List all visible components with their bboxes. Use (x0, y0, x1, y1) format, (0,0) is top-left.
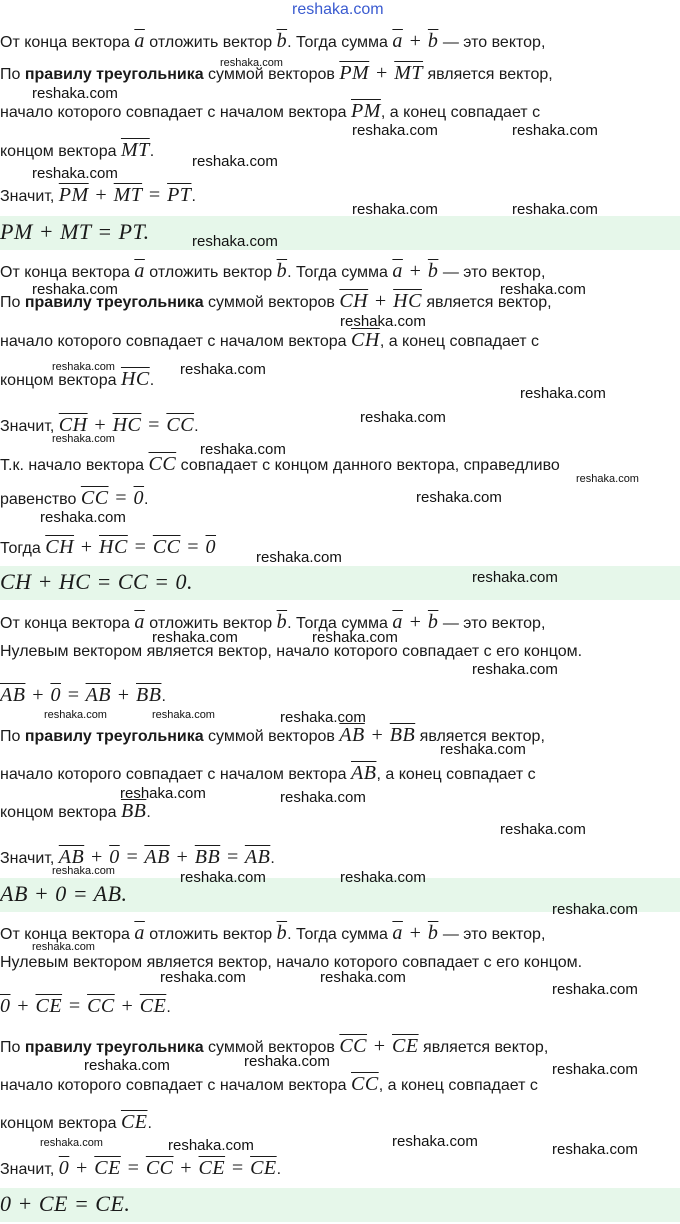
watermark: reshaka.com (168, 1137, 254, 1154)
watermark: reshaka.com (340, 313, 426, 330)
answer-formula: AB + 0 = AB. (0, 881, 128, 906)
text-line: Значит, $0 + \overline{CE} = \overline{CC} + \overline{CE} = \overline{CE}$. (0, 1157, 282, 1179)
watermark: reshaka.com (152, 709, 215, 721)
watermark: reshaka.com (440, 741, 526, 758)
watermark: reshaka.com (180, 869, 266, 886)
text-line: От конца вектора $\overline{a}$ отложить вектор $\overline{b}$. Тогда сумма $\overline{a} + \overline{b}$ — это вектор, (0, 922, 546, 944)
watermark: reshaka.com (52, 433, 115, 445)
watermark: reshaka.com (416, 489, 502, 506)
text-line: концом вектора $\overline{CE}$. (0, 1111, 152, 1133)
text-line: От конца вектора $\overline{a}$ отложить вектор $\overline{b}$. Тогда сумма $\overline{a} + \overline{b}$ — это вектор, (0, 611, 546, 633)
watermark: reshaka.com (160, 969, 246, 986)
watermark: reshaka.com (32, 165, 118, 182)
watermark: reshaka.com (500, 821, 586, 838)
text-line: Нулевым вектором является вектор, начало которого совпадает с его концом. (0, 643, 583, 660)
text-line: Тогда $\overline{CH} + \overline{HC} = \overline{CC} = 0$ (0, 536, 217, 558)
text-line: По правилу треугольника суммой векторов $\overline{CC} + \overline{CE}$ является вектор, (0, 1035, 549, 1057)
watermark: reshaka.com (352, 122, 438, 139)
text-line: концом вектора $\overline{BB}$. (0, 800, 151, 822)
watermark: reshaka.com (180, 361, 266, 378)
watermark: reshaka.com (392, 1133, 478, 1150)
text-line: Т.к. начало вектора $\overline{CC}$ совпадает с концом данного вектора, справедливо (0, 453, 560, 475)
text-line: начало которого совпадает с началом вектора $\overline{CH}$, а конец совпадает с (0, 329, 539, 351)
text-line: По правилу треугольника суммой векторов $\overline{AB} + \overline{BB}$ является вектор, (0, 724, 545, 746)
watermark: reshaka.com (520, 385, 606, 402)
text-line: Значит, $\overline{PM} + \overline{MT} = \overline{PT}$. (0, 184, 196, 206)
watermark: reshaka.com (84, 1057, 170, 1074)
watermark: reshaka.com (552, 981, 638, 998)
answer-box (0, 1188, 680, 1222)
answer-box (0, 566, 680, 600)
text-line: Нулевым вектором является вектор, начало которого совпадает с его концом. (0, 954, 583, 971)
watermark: reshaka.com (244, 1053, 330, 1070)
text-line: начало которого совпадает с началом вектора $\overline{CC}$, а конец совпадает с (0, 1073, 538, 1095)
watermark: reshaka.com (552, 1061, 638, 1078)
watermark: reshaka.com (280, 709, 366, 726)
site-link[interactable]: reshaka.com (292, 1, 384, 18)
watermark: reshaka.com (312, 629, 398, 646)
text-line: От конца вектора $\overline{a}$ отложить вектор $\overline{b}$. Тогда сумма $\overline{a} + \overline{b}$ — это вектор, (0, 30, 546, 52)
watermark: reshaka.com (576, 473, 639, 485)
answer-box (0, 216, 680, 250)
watermark: reshaka.com (552, 1141, 638, 1158)
answer-formula: CH + HC = CC = 0. (0, 569, 194, 594)
watermark: reshaka.com (192, 233, 278, 250)
text-line: По правилу треугольника суммой векторов $\overline{CH} + \overline{HC}$ является вектор, (0, 290, 552, 312)
text-line: концом вектора $\overline{HC}$. (0, 368, 155, 390)
answer-formula: PM + MT = PT. (0, 219, 150, 244)
watermark: reshaka.com (192, 153, 278, 170)
watermark: reshaka.com (512, 201, 598, 218)
text-line: концом вектора $\overline{MT}$. (0, 139, 155, 161)
watermark: reshaka.com (32, 941, 95, 953)
watermark: reshaka.com (552, 901, 638, 918)
watermark: reshaka.com (200, 441, 286, 458)
text-line: По правилу треугольника суммой векторов $\overline{PM} + \overline{MT}$ является вектор, (0, 62, 553, 84)
text-line: равенство $\overline{CC} = 0$. (0, 487, 149, 509)
watermark: reshaka.com (44, 709, 107, 721)
answer-formula: 0 + CE = CE. (0, 1191, 131, 1216)
watermark: reshaka.com (52, 865, 115, 877)
watermark: reshaka.com (472, 569, 558, 586)
text-line: Значит, $\overline{AB} + 0 = \overline{AB} + \overline{BB} = \overline{AB}$. (0, 846, 275, 868)
text-line: начало которого совпадает с началом вектора $\overline{PM}$, а конец совпадает с (0, 100, 541, 122)
watermark: reshaka.com (40, 509, 126, 526)
text-line: $\overline{AB} + 0 = \overline{AB} + \overline{BB}$. (0, 684, 166, 706)
watermark: reshaka.com (500, 281, 586, 298)
watermark: reshaka.com (360, 409, 446, 426)
watermark: reshaka.com (32, 85, 118, 102)
watermark: reshaka.com (256, 549, 342, 566)
watermark: reshaka.com (120, 785, 206, 802)
watermark: reshaka.com (52, 361, 115, 373)
text-line: $0 + \overline{CE} = \overline{CC} + \overline{CE}$. (0, 995, 171, 1017)
watermark: reshaka.com (340, 869, 426, 886)
watermark: reshaka.com (280, 789, 366, 806)
watermark: reshaka.com (320, 969, 406, 986)
watermark: reshaka.com (352, 201, 438, 218)
watermark: reshaka.com (40, 1137, 103, 1149)
watermark: reshaka.com (32, 281, 118, 298)
text-line: Значит, $\overline{CH} + \overline{HC} = \overline{CC}$. (0, 414, 199, 436)
watermark: reshaka.com (512, 122, 598, 139)
text-line: начало которого совпадает с началом вектора $\overline{AB}$, а конец совпадает с (0, 762, 536, 784)
watermark: reshaka.com (152, 629, 238, 646)
watermark: reshaka.com (220, 57, 283, 69)
watermark: reshaka.com (472, 661, 558, 678)
text-line: От конца вектора $\overline{a}$ отложить вектор $\overline{b}$. Тогда сумма $\overline{a} + \overline{b}$ — это вектор, (0, 260, 546, 282)
